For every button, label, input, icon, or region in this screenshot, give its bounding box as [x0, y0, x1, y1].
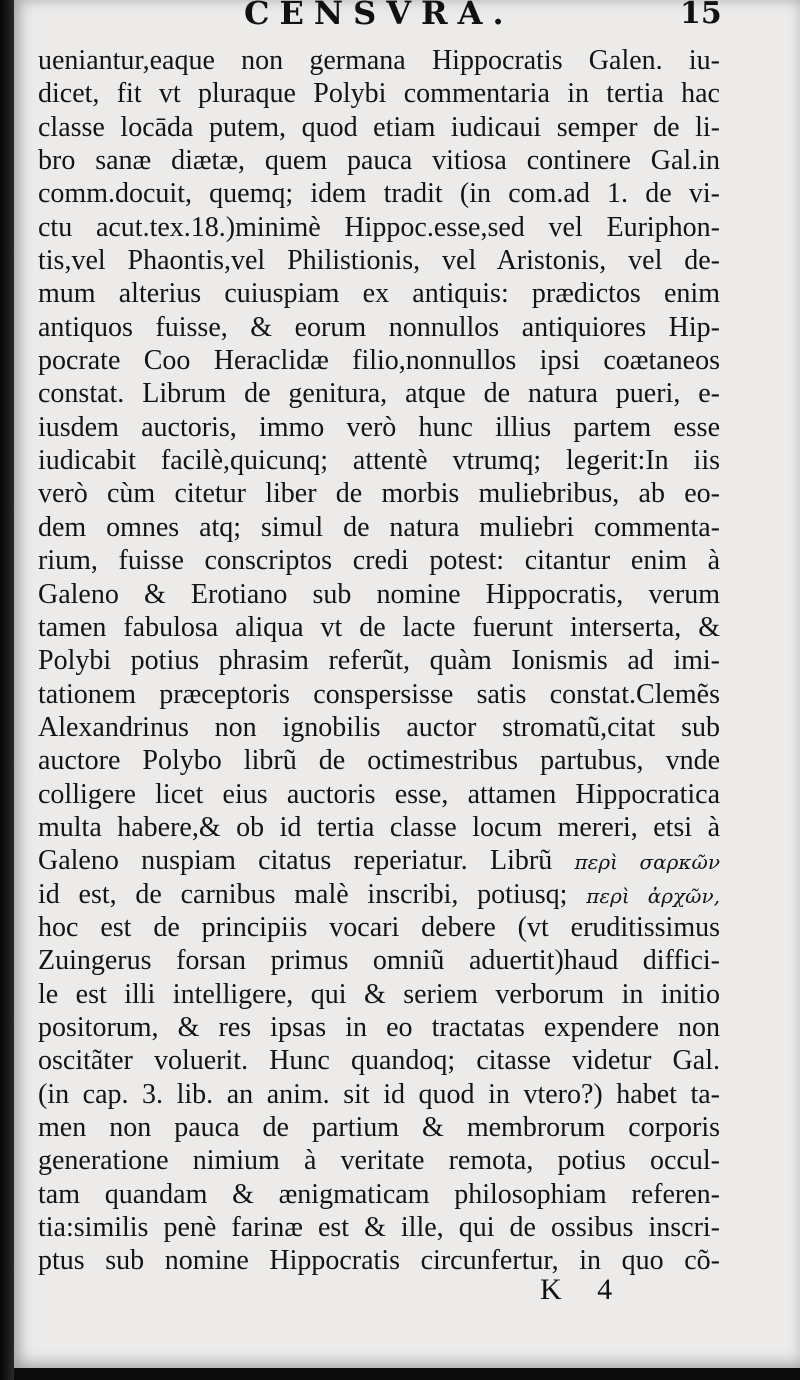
text-line: Zuingerus forsan primus omniũ aduertit)haud diffici-: [38, 945, 720, 977]
text-line: auctore Polybo librũ de octimestribus partubus, vnde: [38, 745, 720, 777]
text-line: ueniantur,eaque non germana Hippocratis Galen. iu-: [38, 45, 720, 76]
text-line: tationem præceptoris conspersisse satis constat.Clemẽs: [38, 678, 720, 710]
text-segment: id est, de carnibus malè inscribi, potiusq;: [38, 878, 587, 910]
body-text: [38, 44, 720, 1278]
text-line: rium, fuisse conscriptos credi potest: citantur enim à: [38, 545, 720, 577]
book-page: [14, 0, 800, 1368]
page-footer: [14, 1273, 800, 1313]
text-line: Galeno & Erotiano sub nomine Hippocratis, verum: [38, 578, 720, 610]
text-line: tam quandam & ænigmaticam philosophiam referen-: [38, 1178, 720, 1210]
text-line: Alexandrinus non ignobilis auctor stromatũ,citat sub: [38, 711, 720, 743]
text-line: dem omnes atq; simul de natura muliebri commenta-: [38, 511, 720, 543]
text-line: tia:similis penè farinæ est & ille, qui de ossibus inscri-: [38, 1212, 720, 1244]
text-line: dicet, fit vt pluraque Polybi commentaria in tertia hac: [38, 78, 720, 110]
text-line: multa habere,& ob id tertia classe locum mereri, etsi à: [38, 811, 720, 843]
text-line: verò cùm citetur liber de morbis muliebribus, ab eo-: [38, 478, 720, 510]
text-line: Polybi potius phrasim referũt, quàm Ionismis ad imi-: [38, 645, 720, 677]
text-line: generatione nimium à veritate remota, potius occul-: [38, 1145, 720, 1177]
page-number: 15: [680, 0, 722, 31]
signature-mark: K 4: [540, 1273, 627, 1306]
text-line: men non pauca de partium & membrorum corporis: [38, 1112, 720, 1143]
text-line: bro sanæ diætæ, quem pauca vitiosa continere Gal.in: [38, 145, 720, 177]
text-line: constat. Librum de genitura, atque de natura pueri, e-: [38, 378, 720, 410]
text-line: pocrate Coo Heraclidæ filio,nonnullos ipsi coætaneos: [38, 345, 720, 377]
text-line: le est illi intelligere, qui & seriem verborum in initio: [38, 978, 720, 1010]
text-line: tis,vel Phaontis,vel Philistionis, vel Aristonis, vel de-: [38, 245, 720, 277]
text-line: positorum, & res ipsas in eo tractatas expendere non: [38, 1011, 720, 1043]
text-line: comm.docuit, quemq; idem tradit (in com.ad 1. de vi-: [38, 178, 720, 210]
page-gutter-shadow: [0, 0, 14, 1380]
text-line: colligere licet eius auctoris esse, attamen Hippocratica: [38, 778, 720, 810]
running-title: CENSVRA.: [244, 0, 514, 32]
text-line: oscitãter voluerit. Hunc quandoq; citasse videtur Gal.: [38, 1045, 720, 1077]
text-line: mum alterius cuiuspiam ex antiquis: prædictos enim: [38, 278, 720, 310]
text-segment: Galeno nuspiam citatus reperiatur. Librũ: [38, 845, 575, 877]
text-line: iusdem auctoris, immo verò hunc illius partem esse: [38, 411, 720, 443]
text-line: iudicabit facilè,quicunq; attentè vtrumq; legerit:In iis: [38, 445, 720, 477]
greek-phrase-peri-archon: περὶ ἀρχῶν,: [586, 883, 720, 908]
text-line: classe locāda putem, quod etiam iudicaui semper de li-: [38, 111, 720, 143]
text-line: ctu acut.tex.18.)minimè Hippoc.esse,sed vel Euriphon-: [38, 211, 720, 243]
text-line-with-greek: [38, 878, 720, 911]
page-header: [14, 0, 800, 34]
greek-phrase-peri-sarkon: περὶ σαρκῶν: [574, 850, 720, 875]
text-line: tamen fabulosa aliqua vt de lacte fuerunt interserta, &: [38, 611, 720, 643]
text-line: hoc est de principiis vocari debere (vt eruditissimus: [38, 911, 720, 943]
text-line-with-greek: [38, 844, 720, 877]
text-line: antiquos fuisse, & eorum nonnullos antiquiores Hip-: [38, 311, 720, 343]
text-line: ptus sub nomine Hippocratis circunfertur, in quo cõ-: [38, 1245, 720, 1277]
text-line: (in cap. 3. lib. an anim. sit id quod in vtero?) habet ta-: [38, 1078, 720, 1110]
